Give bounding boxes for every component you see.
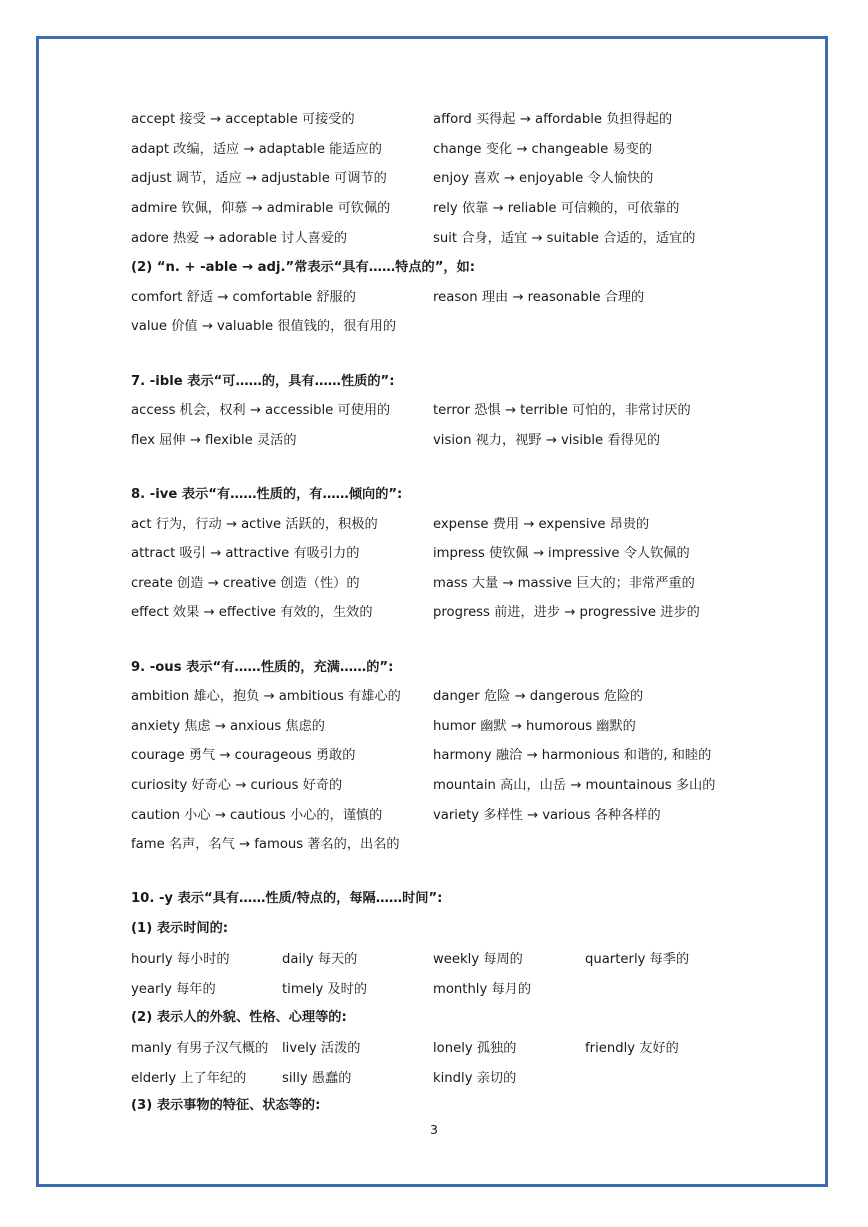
word-entry: mountain 高山，山岳 → mountainous 多山的	[433, 777, 716, 793]
word-row	[131, 1060, 751, 1090]
word-entry: access 机会，权利 → accessible 可使用的	[131, 403, 391, 419]
word-entry: danger 危险 → dangerous 危险的	[433, 689, 644, 705]
word-entry: silly 愚蠢的	[282, 1070, 352, 1086]
word-entry: kindly 亲切的	[433, 1070, 517, 1086]
word-row	[131, 162, 751, 192]
subsection-heading: (2) “n. + -able → adj.”常表示“具有……特点的”，如:	[131, 260, 476, 276]
word-entry: curiosity 好奇心 → curious 好奇的	[131, 777, 343, 793]
word-entry: impress 使钦佩 → impressive 令人钦佩的	[433, 546, 690, 562]
word-row	[131, 769, 751, 799]
word-row	[131, 567, 751, 597]
word-entry: friendly 友好的	[585, 1041, 679, 1056]
word-entry: suit 合身，适宜 → suitable 合适的，适宜的	[433, 230, 696, 246]
section-heading: 8. -ive 表示“有……性质的，有……倾向的”:	[131, 487, 403, 503]
section-heading: 7. -ible 表示“可……的，具有……性质的”:	[131, 373, 395, 389]
word-row	[131, 310, 751, 340]
word-row	[131, 537, 751, 567]
word-entry: yearly 每年的	[131, 981, 216, 997]
word-row	[131, 133, 751, 163]
word-entry: humor 幽默 → humorous 幽默的	[433, 718, 636, 734]
word-entry: comfort 舒适 → comfortable 舒服的	[131, 289, 356, 305]
word-entry: lively 活泼的	[282, 1041, 361, 1056]
word-entry: attract 吸引 → attractive 有吸引力的	[131, 546, 360, 562]
word-entry: admire 钦佩，仰慕 → admirable 可钦佩的	[131, 201, 391, 217]
word-entry: act 行为，行动 → active 活跃的，积极的	[131, 516, 378, 532]
word-entry: vision 视力，视野 → visible 看得见的	[433, 432, 661, 448]
word-entry: adjust 调节，适应 → adjustable 可调节的	[131, 171, 387, 187]
word-entry: create 创造 → creative 创造（性）的	[131, 575, 360, 591]
word-row	[131, 680, 751, 710]
word-row	[131, 424, 751, 454]
subsection-heading: (3) 表示事物的特征、状态等的:	[131, 1098, 321, 1114]
word-entry: change 变化 → changeable 易变的	[433, 141, 653, 157]
word-entry: adapt 改编，适应 → adaptable 能适应的	[131, 141, 382, 157]
word-entry: lonely 孤独的	[433, 1041, 517, 1056]
section-heading: 9. -ous 表示“有……性质的，充满……的”:	[131, 659, 394, 675]
word-row	[131, 281, 751, 311]
word-entry: quarterly 每季的	[585, 952, 690, 968]
word-entry: ambition 雄心，抱负 → ambitious 有雄心的	[131, 689, 401, 705]
word-row	[131, 394, 751, 424]
word-entry: caution 小心 → cautious 小心的，谨慎的	[131, 807, 383, 823]
word-entry: effect 效果 → effective 有效的，生效的	[131, 605, 373, 621]
word-entry: adore 热爱 → adorable 讨人喜爱的	[131, 230, 348, 246]
word-entry: daily 每天的	[282, 952, 358, 968]
word-entry: timely 及时的	[282, 981, 368, 997]
word-entry: weekly 每周的	[433, 952, 523, 968]
page-number: 3	[430, 1122, 438, 1137]
word-entry: anxiety 焦虑 → anxious 焦虑的	[131, 718, 325, 734]
word-row	[131, 507, 751, 537]
subsection-heading: (2) 表示人的外貌、性格、心理等的:	[131, 1009, 347, 1025]
word-row	[131, 221, 751, 251]
word-row	[131, 798, 751, 828]
word-row	[131, 828, 751, 858]
page-content	[131, 103, 751, 1119]
word-row	[131, 709, 751, 739]
word-entry: courage 勇气 → courageous 勇敢的	[131, 748, 356, 764]
word-entry: afford 买得起 → affordable 负担得起的	[433, 112, 673, 128]
word-row	[131, 739, 751, 769]
word-entry: harmony 融洽 → harmonious 和谐的, 和睦的	[433, 748, 712, 764]
word-entry: elderly 上了年纪的	[131, 1070, 247, 1086]
word-entry: manly 有男子汉气概的	[131, 1041, 269, 1056]
word-entry: hourly 每小时的	[131, 952, 230, 968]
word-entry: value 价值 → valuable 很值钱的，很有用的	[131, 319, 397, 335]
word-entry: monthly 每月的	[433, 981, 532, 997]
word-row	[131, 1030, 751, 1060]
word-entry: rely 依靠 → reliable 可信赖的，可依靠的	[433, 201, 680, 217]
subsection-heading: (1) 表示时间的:	[131, 920, 229, 936]
word-row	[131, 192, 751, 222]
word-row	[131, 971, 751, 1001]
section-heading: 10. -y 表示“具有……性质/特点的，每隔……时间”:	[131, 891, 443, 907]
word-entry: reason 理由 → reasonable 合理的	[433, 289, 645, 305]
word-row	[131, 103, 751, 133]
word-entry: fame 名声，名气 → famous 著名的，出名的	[131, 837, 400, 853]
word-entry: progress 前进，进步 → progressive 进步的	[433, 605, 700, 621]
word-row	[131, 941, 751, 971]
word-entry: mass 大量 → massive 巨大的；非常严重的	[433, 575, 695, 591]
word-entry: variety 多样性 → various 各种各样的	[433, 807, 661, 823]
word-entry: terror 恐惧 → terrible 可怕的，非常讨厌的	[433, 403, 691, 419]
word-entry: enjoy 喜欢 → enjoyable 令人愉快的	[433, 171, 654, 187]
word-entry: accept 接受 → acceptable 可接受的	[131, 112, 355, 128]
word-entry: expense 费用 → expensive 昂贵的	[433, 516, 650, 532]
word-row	[131, 596, 751, 626]
word-entry: flex 屈伸 → flexible 灵活的	[131, 432, 297, 448]
